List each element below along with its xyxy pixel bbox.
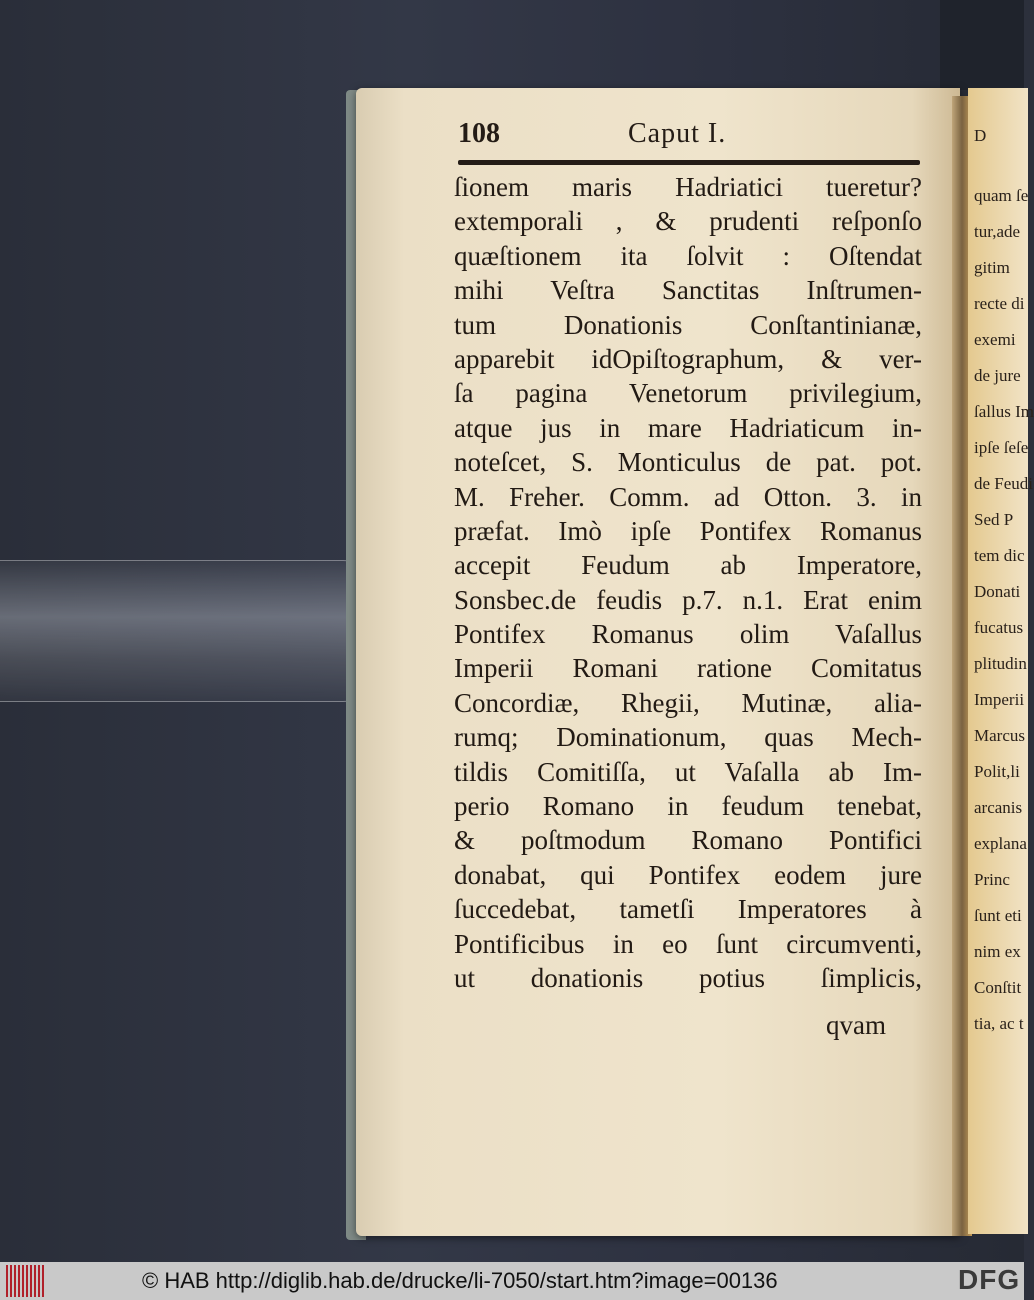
dfg-logo: DFG <box>958 1264 1021 1295</box>
right-page-text-line: arcanis <box>974 798 1023 817</box>
right-page-text-line: ipſe ſeſe <box>974 438 1029 457</box>
right-page-text-line: Sed P <box>974 510 1014 529</box>
footer-bar <box>0 1262 1024 1300</box>
right-page-text-line: Conſtit <box>974 978 1022 997</box>
text-line: mihi Veſtra Sanctitas Inſtrumen- <box>454 275 922 306</box>
right-page-text-line: recte di <box>974 294 1025 313</box>
text-line: Pontificibus in eo ſunt circumventi, <box>454 928 922 959</box>
text-line: atque jus in mare Hadriaticum in- <box>454 412 922 443</box>
right-page-text-line: explana <box>974 834 1027 853</box>
right-page-text-line: nim ex <box>974 942 1021 961</box>
right-page-text-line: quam ſe <box>974 186 1029 205</box>
text-line: extemporali , & prudenti reſponſo <box>454 206 922 237</box>
right-page-text-line: tia, ac t <box>974 1014 1024 1033</box>
right-book-page <box>968 88 1034 1234</box>
text-line: noteſcet, S. Monticulus de pat. pot. <box>454 447 922 478</box>
text-line: donabat, qui Pontifex eodem jure <box>454 859 922 890</box>
text-line: rumq; Dominationum, quas Mech- <box>454 722 922 753</box>
right-page-text-line: ſallus Im <box>974 402 1034 421</box>
text-line: ſionem maris Hadriatici tueretur? <box>454 172 922 202</box>
text-line: & poſtmodum Romano Pontifici <box>454 825 922 856</box>
right-page-text-line: ſunt eti <box>974 906 1022 925</box>
right-page-text-line: Imperii <box>974 690 1025 709</box>
right-page-text-line: plitudin <box>974 654 1027 673</box>
running-head: Caput I. <box>628 118 727 149</box>
text-line: Sonsbec.de feudis p.7. n.1. Erat enim <box>454 584 922 615</box>
page-number: 108 <box>458 118 500 149</box>
copyright-credit: © HAB http://diglib.hab.de/drucke/li-7050/start.htm?image=00136 <box>142 1268 778 1293</box>
right-page-text-line: D <box>974 126 987 145</box>
right-page-text-line: Marcus <box>974 726 1025 745</box>
text-line: ſa pagina Venetorum privilegium, <box>454 378 922 409</box>
text-line: accepit Feudum ab Imperatore, <box>454 550 922 581</box>
right-page-text-line: fucatus <box>974 618 1024 637</box>
right-page-text-line: tem dic <box>974 546 1025 565</box>
right-page-text-line: gitim <box>974 258 1010 277</box>
right-page-text-line: Donati <box>974 582 1021 601</box>
text-line: tum Donationis Conſtantinianæ, <box>454 309 922 340</box>
page-header <box>458 112 922 152</box>
text-line: M. Freher. Comm. ad Otton. 3. in <box>454 481 922 512</box>
text-line: præfat. Imò ipſe Pontifex Romanus <box>454 515 922 546</box>
catchword: qvam <box>826 1010 886 1040</box>
right-page-text-line: Polit,li <box>974 762 1020 781</box>
text-line: Imperii Romani ratione Comitatus <box>454 653 922 684</box>
right-page-text-line: exemi <box>974 330 1016 349</box>
text-line: tildis Comitiſſa, ut Vaſalla ab Im- <box>454 756 922 787</box>
right-page-text-line: Princ <box>974 870 1010 889</box>
hab-logo-icon <box>6 1265 46 1297</box>
background-shadow <box>940 0 1024 90</box>
text-line: perio Romano in feudum tenebat, <box>454 791 922 822</box>
page-body-text <box>454 170 922 995</box>
text-line: ut donationis potius ſimplicis, <box>454 962 922 993</box>
text-line: quæſtionem ita ſolvit : Oſtendat <box>454 240 922 271</box>
text-line: apparebit idOpiſtographum, & ver- <box>454 343 922 374</box>
text-line: Pontifex Romanus olim Vaſallus <box>454 619 922 650</box>
right-page-text-line: tur,ade <box>974 222 1021 241</box>
right-page-text-line: de jure <box>974 366 1021 385</box>
text-line: ſuccedebat, tametſi Imperatores à <box>454 894 922 925</box>
text-line: Concordiæ, Rhegii, Mutinæ, alia- <box>454 687 922 718</box>
right-page-text-line: de Feudi <box>974 474 1034 493</box>
header-rule <box>458 160 920 165</box>
